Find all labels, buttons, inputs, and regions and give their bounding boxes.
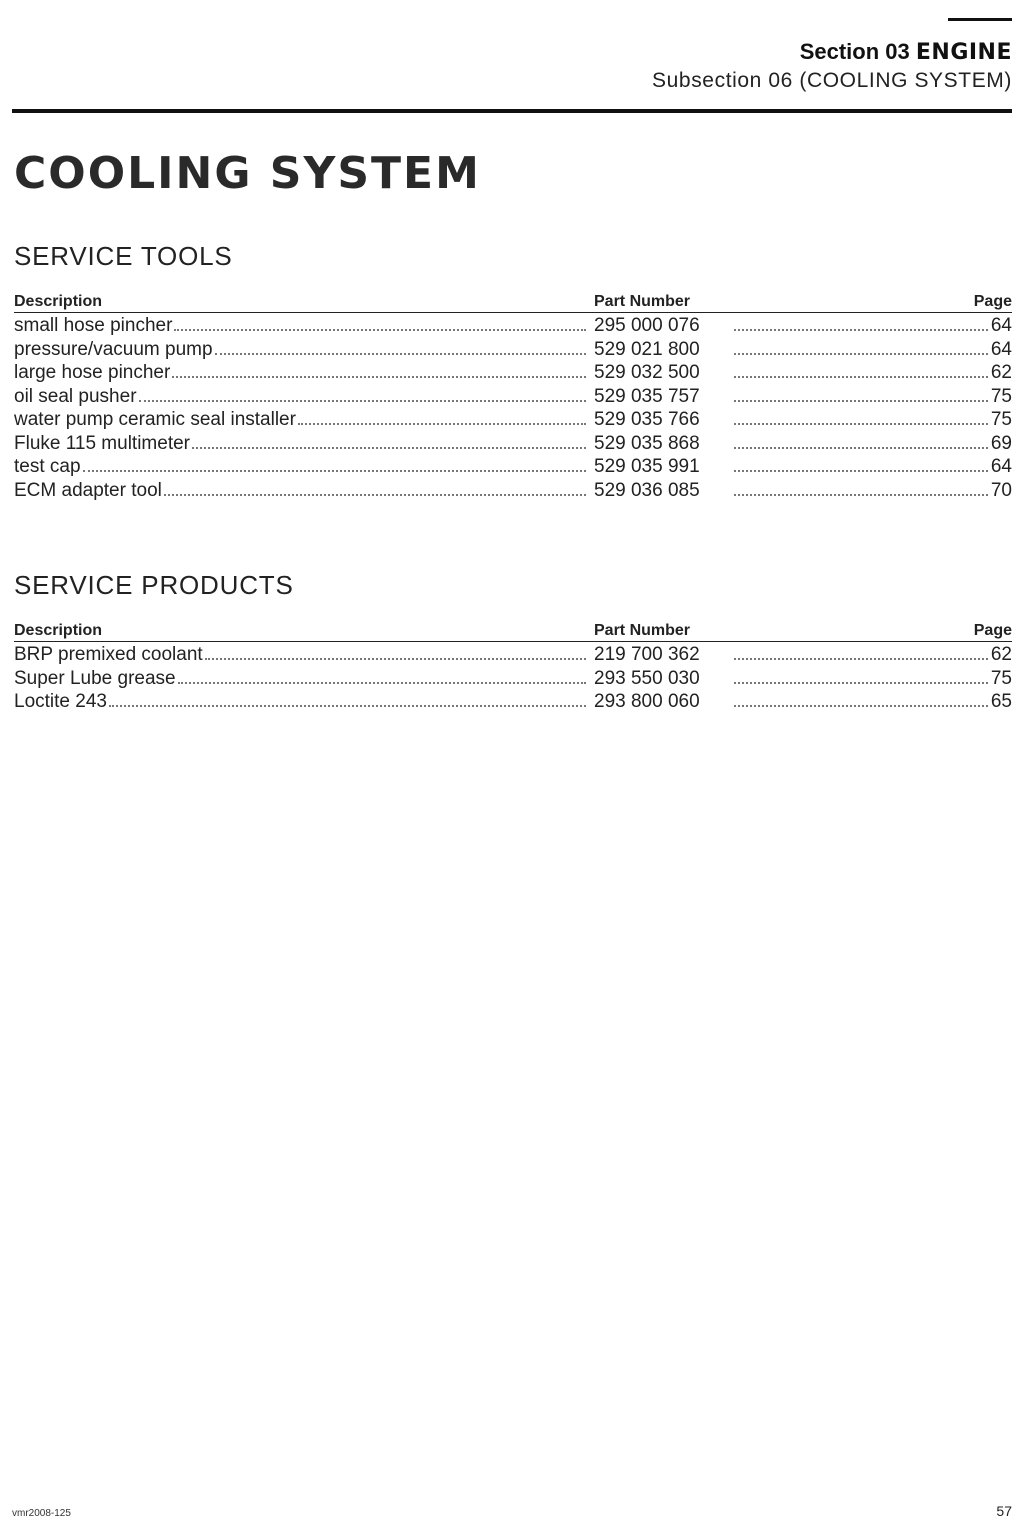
column-description: Description bbox=[14, 622, 103, 639]
corner-mark bbox=[948, 18, 1012, 21]
row-page: 62 bbox=[990, 644, 1012, 665]
section-line bbox=[652, 38, 1012, 67]
dot-leader bbox=[298, 423, 586, 425]
dot-leader bbox=[178, 682, 586, 684]
table-row bbox=[14, 479, 1012, 503]
table-row bbox=[14, 408, 1012, 432]
row-part-number: 295 000 076 bbox=[594, 315, 700, 336]
description-cell bbox=[14, 314, 590, 338]
table-row bbox=[14, 385, 1012, 409]
dot-leader bbox=[734, 447, 988, 449]
row-description: small hose pincher bbox=[14, 315, 173, 336]
column-page: Page bbox=[973, 293, 1012, 310]
dot-leader bbox=[734, 400, 988, 402]
row-description: oil seal pusher bbox=[14, 385, 137, 407]
description-cell bbox=[14, 479, 590, 503]
table-row bbox=[14, 432, 1012, 456]
dot-leader bbox=[139, 400, 586, 402]
table-row bbox=[14, 338, 1012, 362]
dot-leader bbox=[205, 658, 586, 660]
table-row bbox=[14, 690, 1012, 714]
row-page: 64 bbox=[990, 456, 1012, 477]
dot-leader bbox=[164, 494, 586, 496]
row-description: Fluke 115 multimeter bbox=[14, 432, 190, 454]
row-part-number: 293 800 060 bbox=[594, 691, 700, 712]
dot-leader bbox=[215, 353, 586, 355]
row-page: 64 bbox=[990, 338, 1012, 360]
row-description: water pump ceramic seal installer bbox=[14, 409, 296, 430]
row-part-number: 529 036 085 bbox=[594, 479, 700, 501]
dot-leader bbox=[734, 470, 988, 472]
dot-leader bbox=[734, 353, 988, 355]
table-row bbox=[14, 643, 1012, 667]
table-row bbox=[14, 455, 1012, 479]
row-page: 75 bbox=[990, 385, 1012, 407]
dot-leader bbox=[734, 705, 988, 707]
description-cell bbox=[14, 385, 590, 409]
page-title: COOLING SYSTEM bbox=[14, 148, 481, 199]
dot-leader bbox=[192, 447, 586, 449]
header-rule bbox=[12, 109, 1012, 113]
dot-leader bbox=[83, 470, 586, 472]
row-page: 75 bbox=[990, 667, 1012, 689]
document-code: vmr2008-125 bbox=[12, 1508, 71, 1519]
dot-leader bbox=[734, 376, 988, 378]
service-tools-section bbox=[14, 240, 1012, 502]
row-description: Loctite 243 bbox=[14, 691, 107, 712]
row-part-number: 529 035 991 bbox=[594, 456, 700, 477]
description-cell bbox=[14, 667, 590, 691]
description-cell bbox=[14, 432, 590, 456]
row-description: Super Lube grease bbox=[14, 667, 176, 689]
section-name: ENGINE bbox=[915, 40, 1012, 65]
row-part-number: 529 032 500 bbox=[594, 362, 700, 383]
row-page: 70 bbox=[990, 479, 1012, 501]
column-page: Page bbox=[973, 622, 1012, 639]
row-part-number: 529 021 800 bbox=[594, 338, 700, 360]
service-products-section bbox=[14, 569, 1012, 714]
section-prefix: Section 03 bbox=[799, 39, 910, 64]
dot-leader bbox=[734, 682, 988, 684]
dot-leader bbox=[172, 376, 586, 378]
column-description: Description bbox=[14, 293, 103, 310]
subsection-line: Subsection 06 (COOLING SYSTEM) bbox=[652, 69, 1012, 92]
row-description: BRP premixed coolant bbox=[14, 644, 203, 665]
description-cell bbox=[14, 408, 590, 432]
description-cell bbox=[14, 455, 590, 479]
dot-leader bbox=[174, 329, 586, 331]
dot-leader bbox=[734, 329, 988, 331]
row-description: test cap bbox=[14, 456, 81, 477]
row-part-number: 293 550 030 bbox=[594, 667, 700, 689]
service-products-column-header bbox=[14, 619, 1012, 642]
row-page: 65 bbox=[990, 691, 1012, 712]
row-page: 69 bbox=[990, 432, 1012, 454]
service-products-table bbox=[14, 643, 1012, 714]
row-page: 64 bbox=[990, 315, 1012, 336]
description-cell bbox=[14, 690, 590, 714]
table-row bbox=[14, 361, 1012, 385]
column-part-number: Part Number bbox=[594, 293, 691, 310]
row-part-number: 219 700 362 bbox=[594, 644, 700, 665]
row-page: 62 bbox=[990, 362, 1012, 383]
description-cell bbox=[14, 338, 590, 362]
row-part-number: 529 035 757 bbox=[594, 385, 700, 407]
service-products-heading: SERVICE PRODUCTS bbox=[14, 570, 294, 600]
row-page: 75 bbox=[990, 409, 1012, 430]
row-description: pressure/vacuum pump bbox=[14, 338, 213, 360]
row-description: large hose pincher bbox=[14, 362, 171, 383]
dot-leader bbox=[734, 494, 988, 496]
page-header bbox=[652, 38, 1012, 95]
row-part-number: 529 035 766 bbox=[594, 409, 700, 430]
service-tools-heading: SERVICE TOOLS bbox=[14, 241, 233, 271]
row-part-number: 529 035 868 bbox=[594, 432, 700, 454]
table-row bbox=[14, 314, 1012, 338]
description-cell bbox=[14, 361, 590, 385]
row-description: ECM adapter tool bbox=[14, 479, 162, 501]
service-tools-table bbox=[14, 314, 1012, 502]
service-tools-column-header bbox=[14, 290, 1012, 313]
column-part-number: Part Number bbox=[594, 622, 691, 639]
description-cell bbox=[14, 643, 590, 667]
dot-leader bbox=[109, 705, 586, 707]
dot-leader bbox=[734, 658, 988, 660]
dot-leader bbox=[734, 423, 988, 425]
page-number: 57 bbox=[996, 1503, 1012, 1519]
table-row bbox=[14, 667, 1012, 691]
